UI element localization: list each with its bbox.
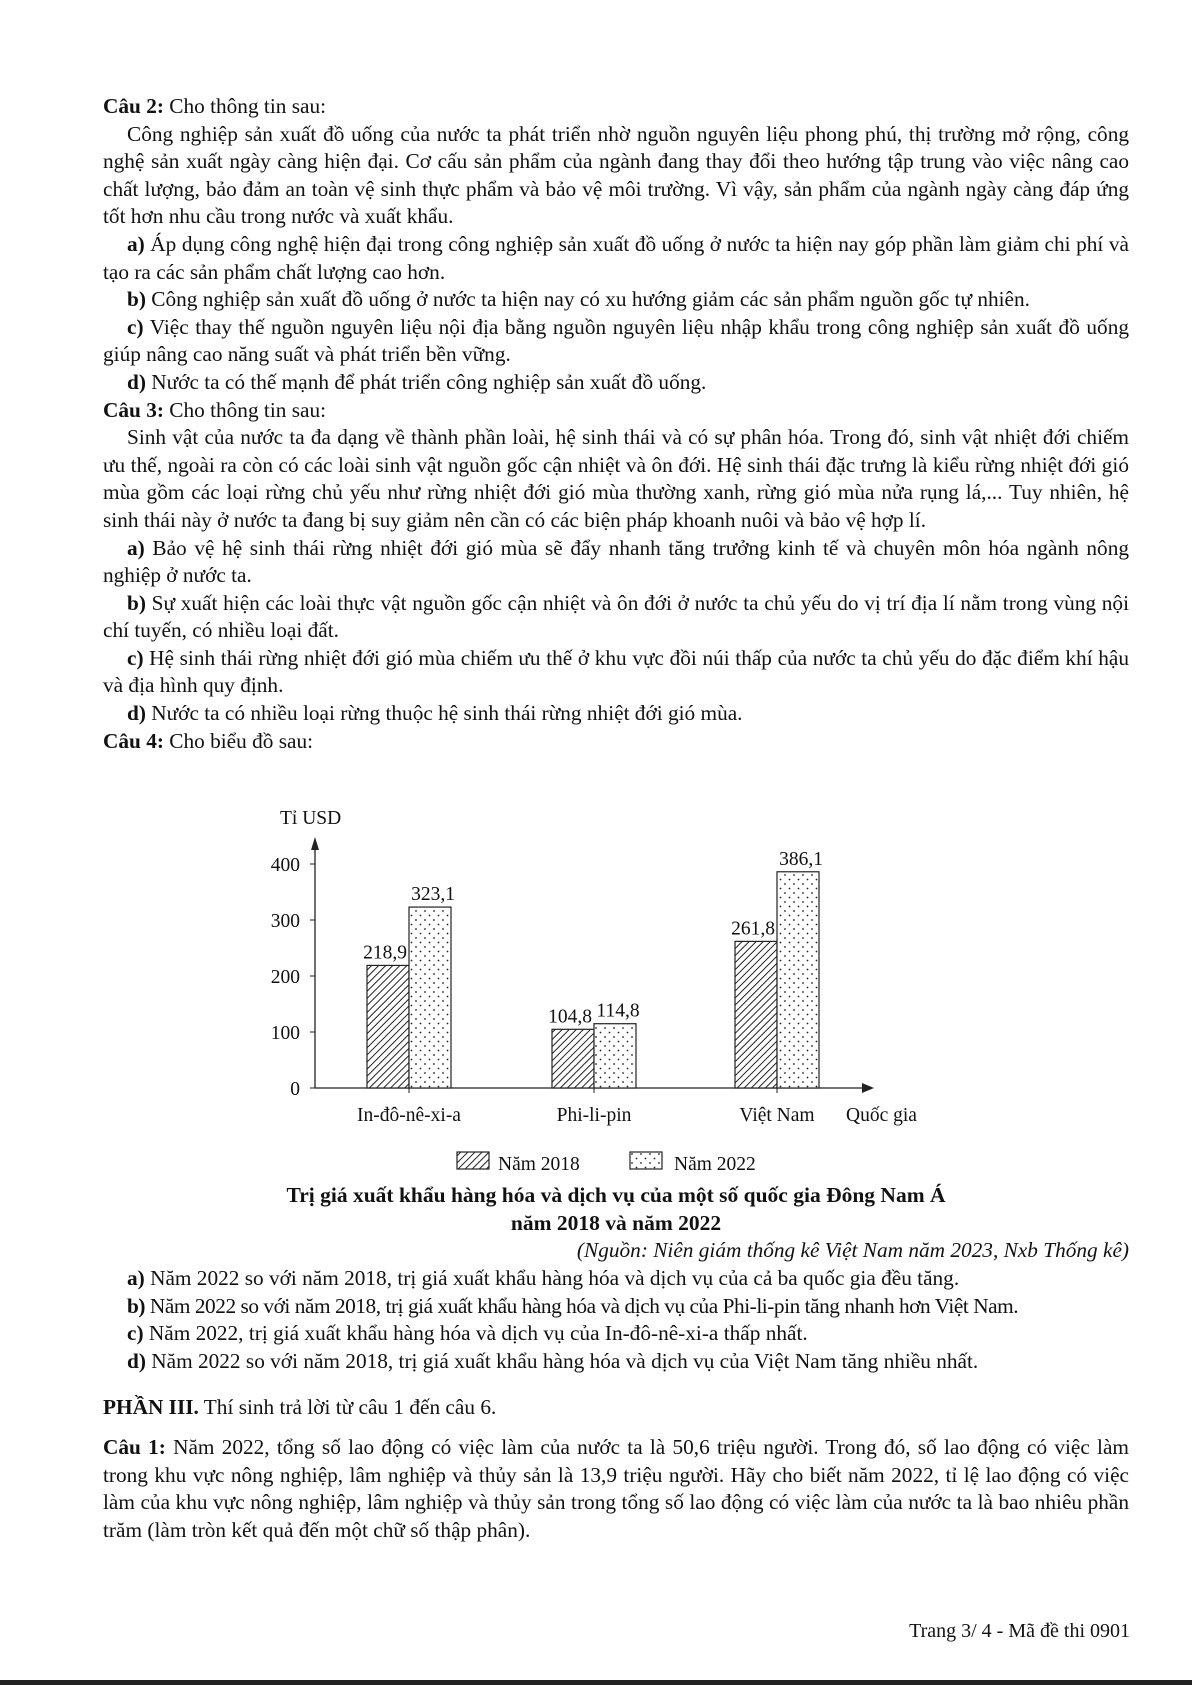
legend-label: Năm 2018 bbox=[498, 1154, 580, 1175]
q2-passage: Công nghiệp sản xuất đồ uống của nước ta phát triển nhờ nguồn nguyên liệu phong phú, thị trường mở rộng, công nghệ sản xuất ngày càng hiện đại. Cơ cấu sản phẩm của ngành đang thay đổi theo hướng tập trung vào việc nâng cao chất lượng, bảo đảm an toàn vệ sinh thực phẩm và bảo vệ môi trường. Vì vậy, sản phẩm của ngành ngày càng đáp ứng tốt hơn nhu cầu trong nước và xuất khẩu. bbox=[103, 121, 1129, 229]
x-axis-title: Quốc gia bbox=[846, 1105, 917, 1126]
q4-option-a: a) Năm 2022 so với năm 2018, trị giá xuất khẩu hàng hóa và dịch vụ của cả ba quốc gia đều tăng. bbox=[127, 1266, 960, 1290]
y-tick-label: 300 bbox=[270, 911, 300, 932]
bar-value-label: 104,8 bbox=[548, 1006, 592, 1028]
bar-2022 bbox=[777, 872, 819, 1088]
q2-heading: Câu 2: Cho thông tin sau: bbox=[103, 94, 327, 118]
bar-2018 bbox=[367, 965, 409, 1088]
chart-caption-line2: năm 2018 và năm 2022 bbox=[510, 1211, 722, 1235]
q3-option-a: a) Bảo vệ hệ sinh thái rừng nhiệt đới gió mùa sẽ đẩy nhanh tăng trưởng kinh tế và chuyên môn hóa ngành nông nghiệp ở nước ta. bbox=[103, 535, 1129, 588]
chart-caption-line1: Trị giá xuất khẩu hàng hóa và dịch vụ của một số quốc gia Đông Nam Á bbox=[286, 1183, 946, 1207]
bar-value-label: 386,1 bbox=[779, 848, 823, 870]
q3-option-d: d) Nước ta có nhiều loại rừng thuộc hệ sinh thái rừng nhiệt đới gió mùa. bbox=[127, 701, 743, 726]
q4-option-d: d) Năm 2022 so với năm 2018, trị giá xuất khẩu hàng hóa và dịch vụ của Việt Nam tăng nhiều nhất. bbox=[127, 1348, 979, 1373]
q2-option-b: b) Công nghiệp sản xuất đồ uống ở nước ta hiện nay có xu hướng giảm các sản phẩm nguồn gốc tự nhiên. bbox=[127, 287, 1030, 312]
bar-value-label: 261,8 bbox=[731, 918, 775, 940]
legend-swatch-dots bbox=[630, 1152, 662, 1169]
bar-2018 bbox=[735, 941, 777, 1088]
q1-part3: Câu 1: Năm 2022, tổng số lao động có việc làm của nước ta là 50,6 triệu người. Trong đó, số lao động có việc làm trong khu vực nông nghiệp, lâm nghiệp và thủy sản là 13,9 triệu người. Hãy cho biết năm 2022, tỉ lệ lao động có việc làm của khu vực nông nghiệp, lâm nghiệp và thủy sản trong tổng số lao động có việc làm của nước ta là bao nhiêu phần trăm (làm tròn kết quả đến một chữ số thập phân). bbox=[103, 1435, 1129, 1542]
y-tick-label: 400 bbox=[270, 855, 300, 876]
bar-2018 bbox=[552, 1029, 594, 1088]
bar-value-label: 114,8 bbox=[596, 1000, 640, 1022]
part3-heading: PHẦN III. Thí sinh trả lời từ câu 1 đến câu 6. bbox=[103, 1395, 497, 1419]
chart-source: (Nguồn: Niên giám thống kê Việt Nam năm 2023, Nxb Thống kê) bbox=[576, 1238, 1129, 1262]
q3-option-c: c) Hệ sinh thái rừng nhiệt đới gió mùa chiếm ưu thế ở khu vực đồi núi thấp của nước ta chủ yếu do đặc điểm khí hậu và địa hình quy định. bbox=[103, 645, 1129, 698]
y-tick-label: 0 bbox=[290, 1079, 300, 1100]
q2-option-a: a) Áp dụng công nghệ hiện đại trong công nghiệp sản xuất đồ uống ở nước ta hiện nay góp phần làm giảm chi phí và tạo ra các sản phẩm chất lượng cao hơn. bbox=[103, 231, 1129, 284]
bar-value-label: 323,1 bbox=[411, 884, 455, 906]
questions-2-4 bbox=[103, 93, 1129, 755]
bottom-border bbox=[0, 1680, 1192, 1685]
y-tick-label: 100 bbox=[270, 1023, 300, 1044]
q4-options bbox=[103, 1265, 1129, 1375]
q4-heading: Câu 4: Cho biểu đồ sau: bbox=[103, 728, 314, 753]
y-axis-arrow-icon bbox=[311, 837, 319, 850]
x-axis-arrow-icon bbox=[862, 1083, 874, 1093]
x-tick-label: Phi-li-pin bbox=[556, 1105, 632, 1126]
q3-heading: Câu 3: Cho thông tin sau: bbox=[103, 397, 327, 422]
q2-option-d: d) Nước ta có thế mạnh để phát triển công nghiệp sản xuất đồ uống. bbox=[127, 369, 707, 394]
x-tick-label: In-đô-nê-xi-a bbox=[357, 1105, 461, 1126]
bar-2022 bbox=[594, 1024, 636, 1088]
q4-option-b: b) Năm 2022 so với năm 2018, trị giá xuất khẩu hàng hóa và dịch vụ của Phi-li-pin tăng nhanh hơn Việt Nam. bbox=[127, 1293, 1019, 1318]
legend-swatch-hatch bbox=[457, 1152, 489, 1169]
q3-option-b: b) Sự xuất hiện các loài thực vật nguồn gốc cận nhiệt và ôn đới ở nước ta chủ yếu do vị trí địa lí nằm trong vùng nội chí tuyến, có nhiều loại đất. bbox=[103, 590, 1129, 643]
q4-option-c: c) Năm 2022, trị giá xuất khẩu hàng hóa và dịch vụ của In-đô-nê-xi-a thấp nhất. bbox=[127, 1321, 808, 1346]
x-tick-label: Việt Nam bbox=[739, 1105, 815, 1126]
legend-label: Năm 2022 bbox=[674, 1154, 756, 1175]
y-tick-label: 200 bbox=[270, 967, 300, 988]
page-footer: Trang 3/ 4 - Mã đề thi 0901 bbox=[909, 1620, 1130, 1642]
q2-option-c: c) Việc thay thế nguồn nguyên liệu nội địa bằng nguồn nguyên liệu nhập khẩu trong công nghiệp sản xuất đồ uống giúp nâng cao năng suất và phát triển bền vững. bbox=[103, 314, 1129, 367]
bar-2022 bbox=[409, 907, 451, 1088]
y-axis-title: Tỉ USD bbox=[280, 808, 342, 829]
bar-value-label: 218,9 bbox=[363, 942, 407, 964]
q3-passage: Sinh vật của nước ta đa dạng về thành phần loài, hệ sinh thái và có sự phân hóa. Trong đó, sinh vật nhiệt đới chiếm ưu thế, ngoài ra còn có các loài sinh vật nguồn gốc cận nhiệt và ôn đới. Hệ sinh thái đặc trưng là kiểu rừng nhiệt đới gió mùa gồm các loại rừng chủ yếu như rừng nhiệt đới gió mùa thường xanh, rừng gió mùa nửa rụng lá,... Tuy nhiên, hệ sinh thái này ở nước ta đang bị suy giảm nên cần có các biện pháp khoanh nuôi và bảo vệ hợp lí. bbox=[103, 425, 1129, 532]
